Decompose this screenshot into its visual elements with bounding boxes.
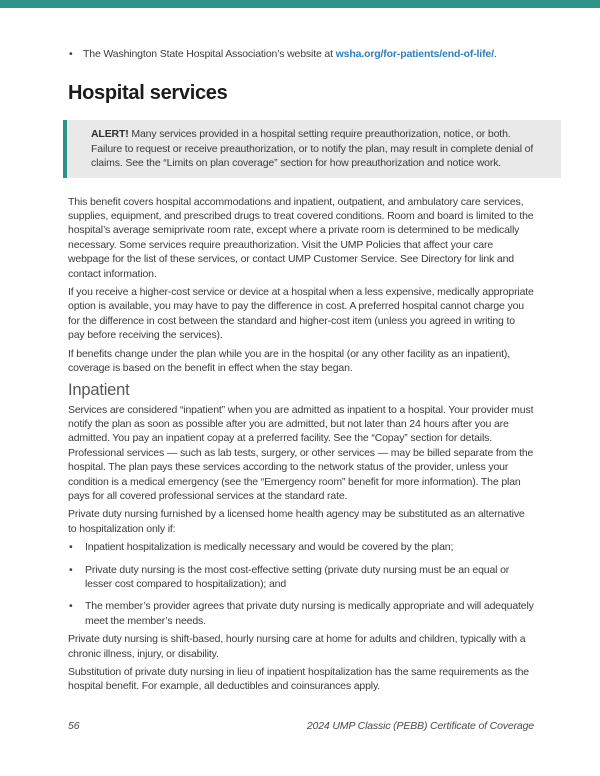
paragraph-shift-based: Private duty nursing is shift-based, hourly nursing care at home for adults and children, typically with a chronic illness, injury, or disability. — [68, 633, 526, 660]
page-footer — [68, 719, 534, 733]
paragraph-inpatient-services: Services are considered “inpatient” when you are admitted as inpatient to a hospital. Your provider must notify the plan as soon as possible after you are admitted, but not later than 24 hours after you are admitted. You pay an inpatient copay at a preferred facility. See the “Copay” section for details. Professional services — such as lab tests, surgery, or other services — may be billed separate from the hospital. The plan pays these services according to the network status of the provider, unless your condition is a medical emergency (see the “Emergency room” benefit for more information). The plan pays for all covered professional services at the standard rate. — [68, 403, 534, 502]
alert-text: Many services provided in a hospital setting require preauthorization, notice, or both. Failure to request or receive preauthorization, or to notify the plan, may result in complete denial of claims. See the “Limits on plan coverage” section for how preauthorization and notice work. — [91, 128, 534, 170]
bullet-icon: • — [69, 541, 73, 554]
bullet-item-provider-agrees — [68, 599, 534, 628]
paragraph-private-duty-intro: Private duty nursing furnished by a licensed home health agency may be substituted as an alternative to hospitalization only if: — [68, 508, 525, 535]
private-duty-bullet-list — [68, 540, 534, 628]
wsha-link[interactable]: wsha.org/for-patients/end-of-life/ — [335, 48, 494, 60]
bullet-icon: • — [69, 48, 73, 60]
paragraph-substitution: Substitution of private duty nursing in lieu of inpatient hospitalization has the same requirements as the hospital benefit. For example, all deductibles and coinsurances apply. — [68, 666, 529, 693]
intro-bullet-item — [69, 47, 534, 61]
footer-doc-title: 2024 UMP Classic (PEBB) Certificate of Coverage — [306, 720, 534, 732]
intro-bullet-text-before: The Washington State Hospital Association’s website at — [83, 48, 336, 60]
intro-bullet-text-after: . — [493, 48, 497, 60]
bullet-icon: • — [69, 600, 73, 613]
alert-box — [63, 120, 561, 177]
alert-label: ALERT! — [91, 128, 129, 141]
footer-page-number: 56 — [68, 720, 80, 732]
bullet-icon: • — [69, 563, 73, 576]
section-title-hospital-services: Hospital services — [68, 82, 228, 105]
page-top-accent-bar — [0, 0, 600, 8]
bullet-item-medically-necessary — [68, 540, 534, 554]
subsection-title-inpatient: Inpatient — [68, 380, 130, 399]
bullet-item-text: Private duty nursing is the most cost-effective setting (private duty nursing must be an equal or lesser cost compared to hospitalization); and — [85, 563, 510, 590]
paragraph-higher-cost: If you receive a higher-cost service or device at a hospital when a less expensive, medically appropriate option is available, you may have to pay the difference in cost. A preferred hospital cannot charge you for the difference in cost between the standard and higher-cost item (unless you agreed in writing to pay before receiving the services). — [68, 286, 534, 342]
bullet-item-text: Inpatient hospitalization is medically necessary and would be covered by the plan; — [85, 541, 454, 554]
page-content — [68, 47, 534, 698]
bullet-item-cost-effective — [68, 563, 534, 592]
paragraph-benefit-overview: This benefit covers hospital accommodations and inpatient, outpatient, and ambulatory care services, supplies, equipment, and prescribed drugs to treat covered conditions. Room and board is limited to the hospital’s average semiprivate room rate, except where a private room is determined to be medically necessary. Some services require preauthorization. Visit the UMP Policies that affect your care webpage for the list of these services, or contact UMP Customer Service. See Directory for link and contact information. — [68, 195, 534, 280]
intro-bullet-text — [83, 47, 497, 61]
paragraph-benefit-change: If benefits change under the plan while you are in the hospital (or any other facility as an inpatient), coverage is based on the benefit in effect when the stay began. — [68, 347, 511, 375]
bullet-item-text: The member’s provider agrees that private duty nursing is medically appropriate and will adequately meet the member’s needs. — [85, 600, 534, 627]
